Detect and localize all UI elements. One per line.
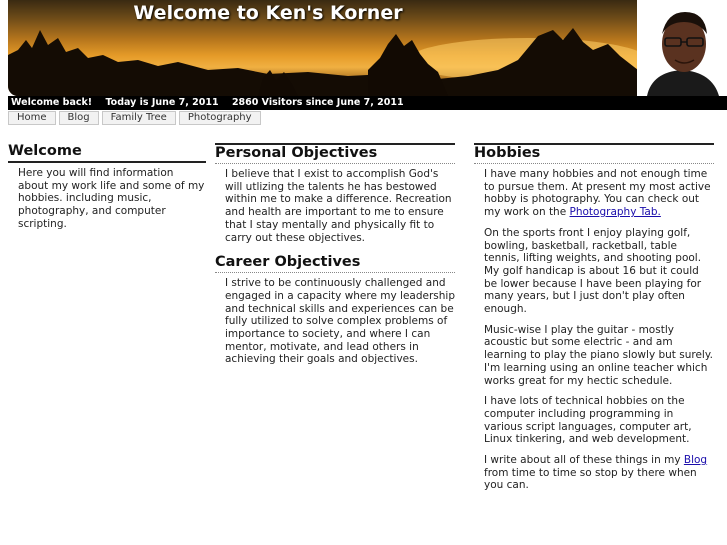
visitor-count-text: 2860 Visitors since June 7, 2011 [231,97,404,108]
profile-avatar [637,0,727,96]
hobbies-paragraph-blog [474,454,714,492]
header-banner [8,0,727,96]
career-objectives-text: I strive to be continuously challenged and engaged in a capacity where my leadership and technical skills and experiences can be fully utilized to solve complex problems of importance to society, and where I can mentor, motivate, and lead others in achieving their goals and objectives. [225,277,456,366]
personal-objectives-text: I believe that I exist to accomplish God's will utlizing the talents he has bestowed within me to make a difference. Recreation and health are important to me to ensure that I stay mentally and physically fit to carry out these objectives. [225,168,452,244]
status-bar [8,96,727,110]
tab-blog[interactable]: Blog [59,111,99,125]
objectives-column [215,143,455,366]
tab-photography[interactable]: Photography [179,111,261,125]
nav-tabs [8,111,261,126]
welcome-column [8,143,206,231]
photography-tab-link[interactable]: Photography Tab. [569,206,661,219]
career-objectives-heading: Career Objectives [215,254,455,273]
site-title: Welcome to Ken's Korner [133,2,403,24]
hobbies-p1-text: I have many hobbies and not enough time to pursue them. At present my most active hobby is photography. You can check out my work on the [484,168,711,219]
hobbies-p5-text: I write about all of these things in my [484,454,684,467]
hobbies-heading: Hobbies [474,143,714,164]
tab-family-tree[interactable]: Family Tree [102,111,176,125]
hobbies-column [474,143,714,500]
hobbies-p5-after-text: from time to time so stop by there when you can. [484,466,697,492]
welcome-heading: Welcome [8,143,206,163]
personal-objectives-heading: Personal Objectives [215,143,455,164]
blog-link[interactable]: Blog [683,454,708,467]
hobbies-paragraph-photography [474,168,714,219]
welcome-text: Here you will find information about my work life and some of my hobbies. including music, photography, and computer scripting. [18,167,205,230]
hobbies-paragraph-sports: On the sports front I enjoy playing golf, bowling, basketball, racketball, table tennis, lifting weights, and shooting pool. My golf handicap is about 16 but it could be lower because I have been playing for many years, but I just don't play often enough. [484,226,702,316]
welcome-back-text: Welcome back! [11,97,93,108]
hobbies-paragraph-music: Music-wise I play the guitar - mostly acoustic but some electric - and am learning to play the piano slowly but surely. I'm learning using an online teacher which works great for my hectic schedule. [484,323,713,387]
hobbies-paragraph-technical: I have lots of technical hobbies on the computer including programming in various script languages, computer art, Linux tinkering, and web development. [484,395,692,446]
tab-home[interactable]: Home [8,111,56,125]
today-date-text: Today is June 7, 2011 [105,97,219,108]
